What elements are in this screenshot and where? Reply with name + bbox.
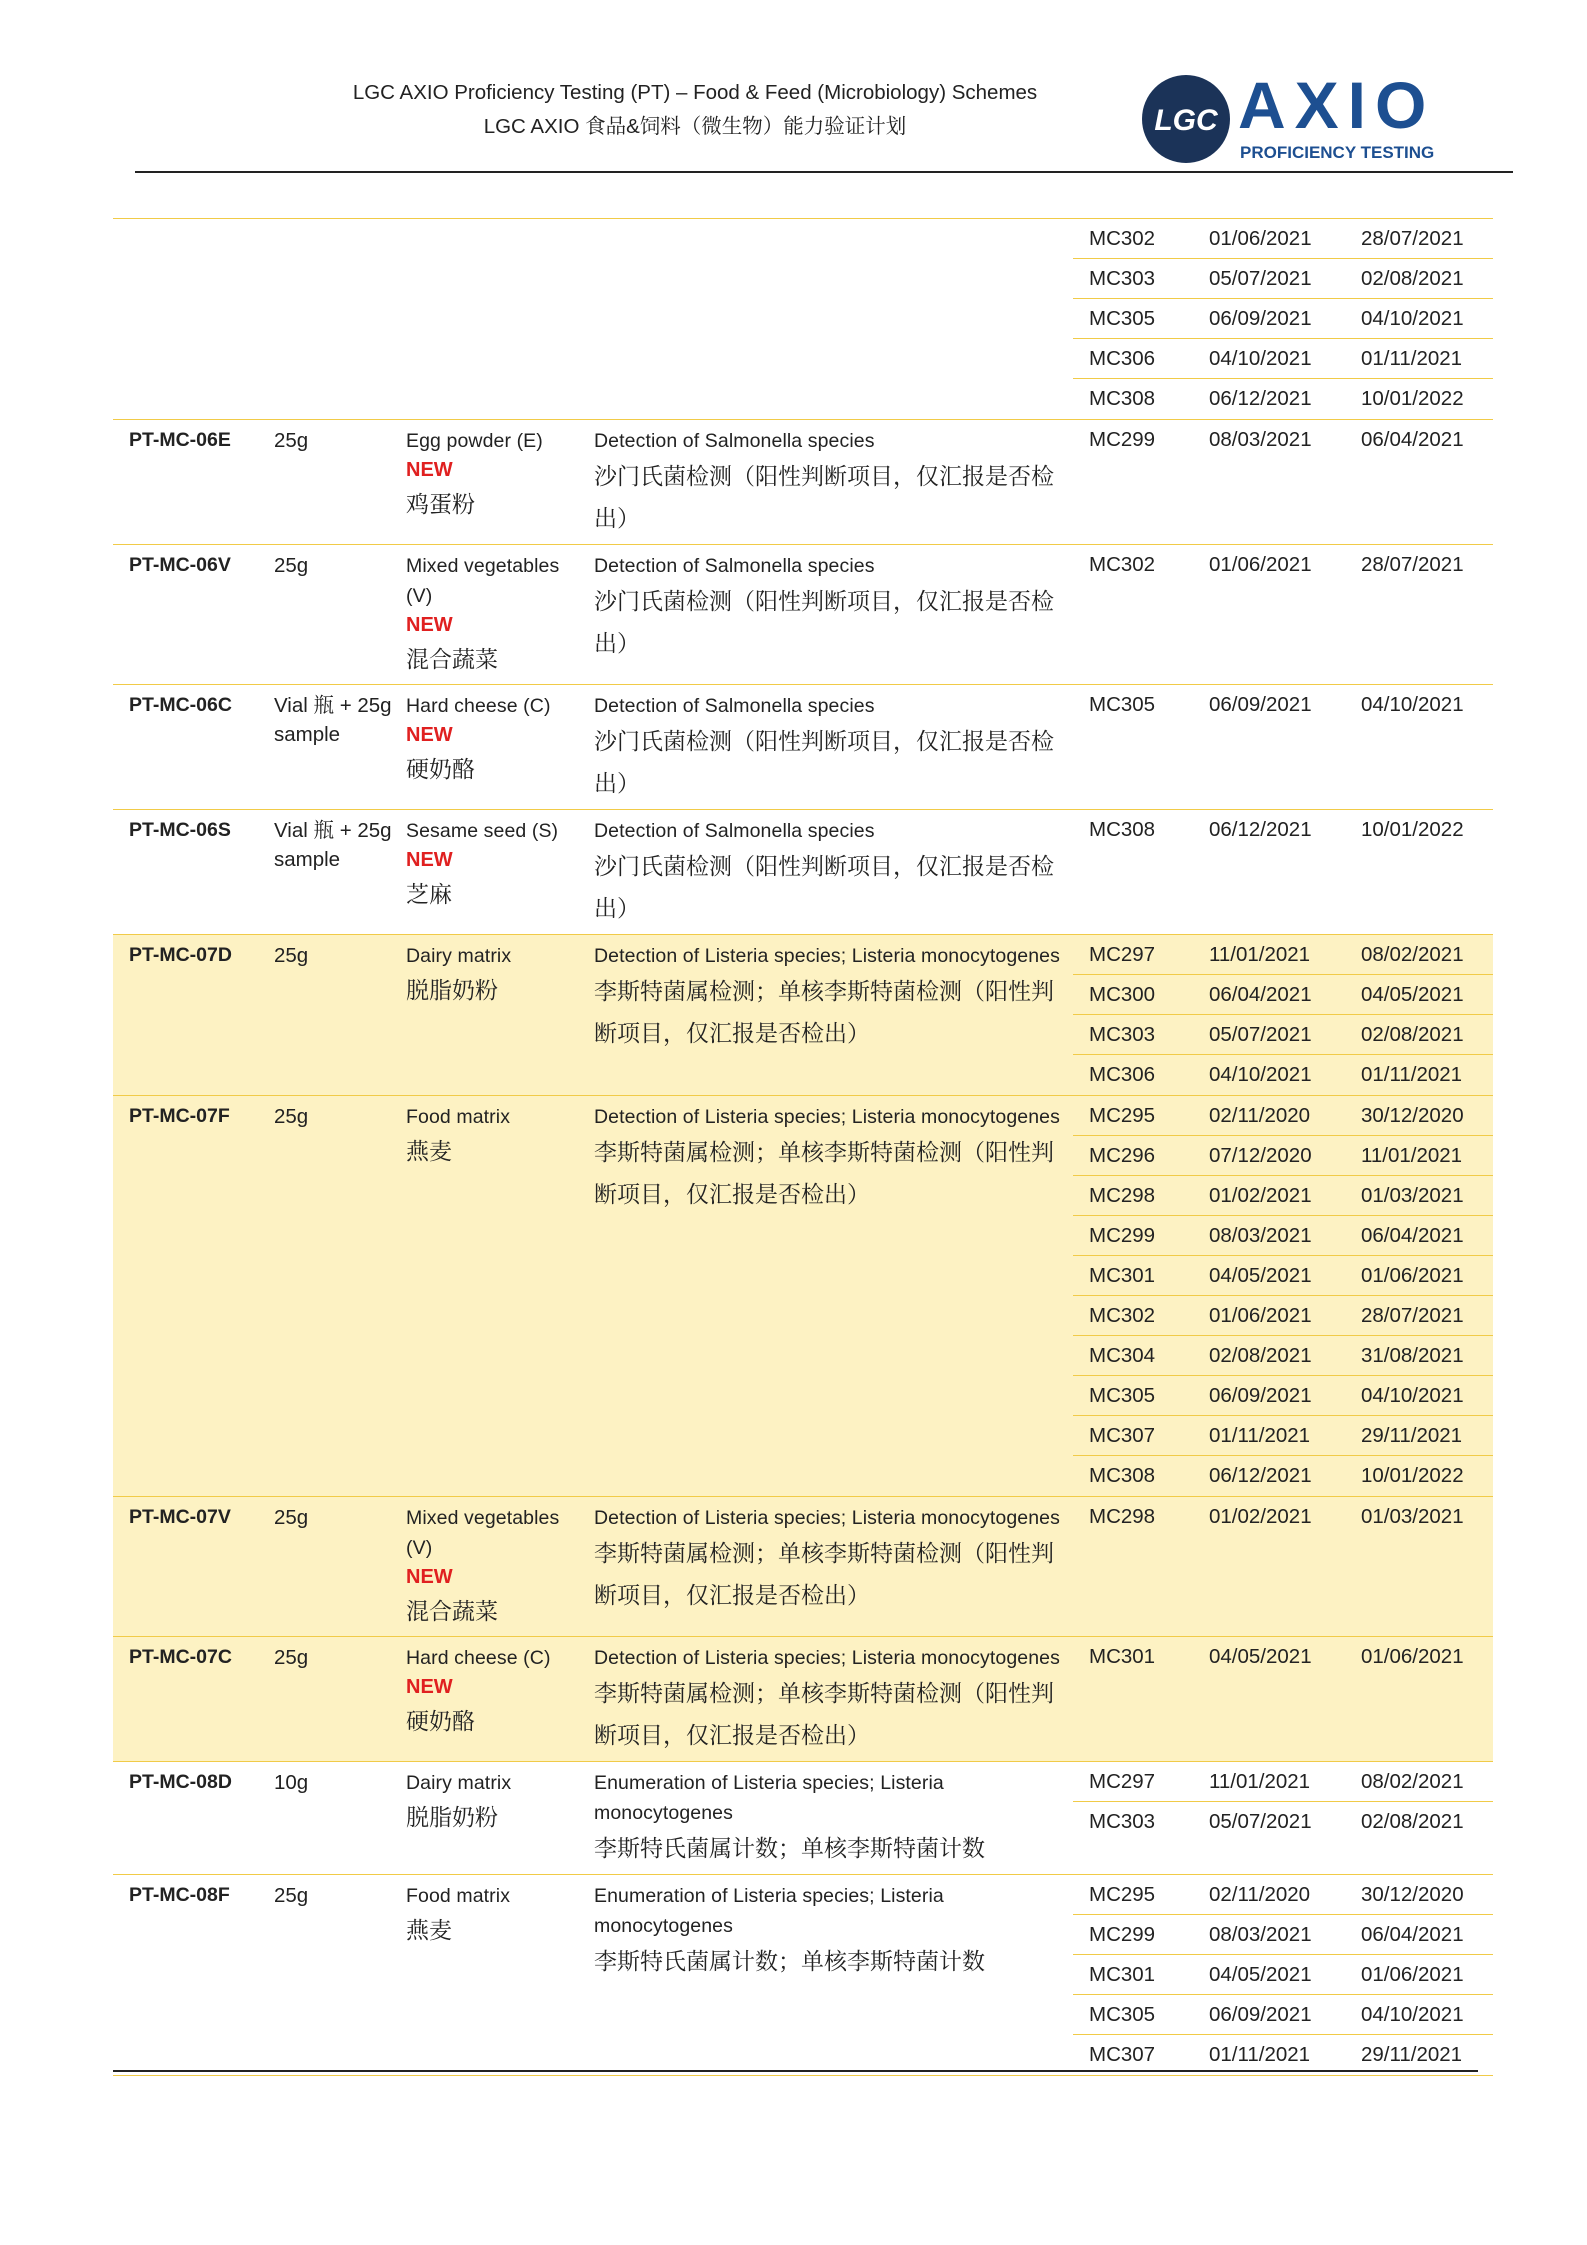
round-row — [1073, 1915, 1493, 1955]
lgc-axio-logo — [1140, 72, 1480, 167]
parameter-en: Detection of Listeria species; Listeria monocytogenes — [594, 1507, 1060, 1529]
sample-weight: Vial 瓶 + 25g sample — [274, 819, 392, 871]
new-badge: NEW — [406, 724, 453, 746]
matrix-en: Hard cheese (C) — [406, 1647, 551, 1669]
dispatch-date: 06/09/2021 — [1209, 693, 1312, 716]
dispatch-date: 04/10/2021 — [1209, 1063, 1312, 1086]
dispatch-date: 02/11/2020 — [1209, 1103, 1311, 1127]
round-id: MC308 — [1089, 818, 1156, 841]
round-row — [1073, 1995, 1493, 2035]
matrix-zh: 脱脂奶粉 — [406, 978, 498, 1004]
dispatch-date: 04/05/2021 — [1209, 1645, 1312, 1668]
scheme-code: PT-MC-07C — [129, 1646, 232, 1668]
round-row — [1073, 1456, 1493, 1496]
rounds-cell — [1073, 935, 1493, 1095]
scheme-code — [113, 219, 263, 419]
report-date: 06/04/2021 — [1361, 1223, 1464, 1247]
sample-weight — [263, 219, 395, 419]
table-row — [113, 1096, 1493, 1497]
dispatch-date: 01/06/2021 — [1209, 226, 1312, 250]
parameter-cell — [583, 1497, 1073, 1636]
round-row — [1073, 1416, 1493, 1456]
matrix-zh: 芝麻 — [406, 882, 452, 908]
round-row — [1073, 1955, 1493, 1995]
parameter-cell — [583, 1875, 1073, 2075]
report-date: 04/10/2021 — [1361, 2002, 1464, 2026]
dispatch-date: 08/03/2021 — [1209, 428, 1312, 451]
parameter-zh: 沙门氏菌检测（阳性判断项目，仅汇报是否检出） — [594, 464, 1054, 532]
sample-weight: 25g — [274, 554, 309, 577]
report-date: 10/01/2022 — [1361, 387, 1464, 410]
report-date: 28/07/2021 — [1361, 1303, 1464, 1327]
matrix-cell — [395, 935, 583, 1095]
parameter-en: Detection of Salmonella species — [594, 430, 875, 452]
matrix-cell — [395, 545, 583, 684]
rounds-cell — [1073, 685, 1493, 809]
round-id: MC298 — [1089, 1183, 1156, 1207]
footer-divider — [113, 2070, 1478, 2072]
parameter-en: Enumeration of Listeria species; Listeria monocytogenes — [594, 1772, 944, 1824]
header-divider — [135, 171, 1513, 173]
round-row — [1073, 420, 1493, 460]
dispatch-date: 04/05/2021 — [1209, 1263, 1312, 1287]
table-row — [113, 935, 1493, 1096]
round-row — [1073, 545, 1493, 585]
table-row — [113, 1637, 1493, 1762]
round-row — [1073, 1176, 1493, 1216]
report-date: 08/02/2021 — [1361, 1769, 1464, 1793]
report-date: 11/01/2021 — [1361, 1143, 1463, 1167]
dispatch-date: 06/12/2021 — [1209, 387, 1312, 410]
round-id: MC305 — [1089, 1383, 1156, 1407]
round-id: MC297 — [1089, 1769, 1156, 1793]
report-date: 10/01/2022 — [1361, 818, 1464, 841]
scheme-code: PT-MC-08D — [129, 1771, 232, 1793]
dispatch-date: 01/11/2021 — [1209, 1423, 1311, 1447]
round-row — [1073, 379, 1493, 419]
sample-weight: 25g — [274, 1646, 309, 1669]
round-id: MC306 — [1089, 1063, 1156, 1086]
report-date: 01/03/2021 — [1361, 1505, 1464, 1528]
round-row — [1073, 1875, 1493, 1915]
parameter-en: Detection of Listeria species; Listeria monocytogenes — [594, 1647, 1060, 1669]
rounds-cell — [1073, 420, 1493, 544]
round-id: MC296 — [1089, 1143, 1156, 1167]
report-date: 01/06/2021 — [1361, 1263, 1464, 1287]
report-date: 04/10/2021 — [1361, 1383, 1464, 1407]
round-id: MC298 — [1089, 1505, 1156, 1528]
round-row — [1073, 339, 1493, 379]
matrix-zh: 混合蔬菜 — [406, 647, 498, 673]
report-date: 01/11/2021 — [1361, 346, 1463, 370]
scheme-code: PT-MC-06S — [129, 819, 231, 841]
rounds-cell — [1073, 1637, 1493, 1761]
dispatch-date: 01/11/2021 — [1209, 2043, 1311, 2066]
header-title — [300, 76, 1090, 144]
logo-subtitle: PROFICIENCY TESTING — [1240, 143, 1435, 162]
dispatch-date: 04/10/2021 — [1209, 346, 1312, 370]
round-row — [1073, 935, 1493, 975]
logo-word: AXIO — [1238, 72, 1436, 142]
dispatch-date: 06/09/2021 — [1209, 306, 1312, 330]
parameter-en: Enumeration of Listeria species; Listeria monocytogenes — [594, 1885, 944, 1937]
report-date: 06/04/2021 — [1361, 428, 1464, 451]
rounds-cell — [1073, 545, 1493, 684]
table-row — [113, 1875, 1493, 2076]
matrix-en: Hard cheese (C) — [406, 695, 551, 717]
matrix-en: Mixed vegetables (V) — [406, 555, 560, 607]
matrix-zh: 硬奶酪 — [406, 1709, 475, 1735]
dispatch-date: 11/01/2021 — [1209, 1769, 1311, 1793]
round-row — [1073, 1802, 1493, 1842]
table-row — [113, 1762, 1493, 1875]
parameter-cell — [583, 685, 1073, 809]
matrix-zh: 鸡蛋粉 — [406, 492, 475, 518]
scheme-code: PT-MC-07V — [129, 1506, 231, 1528]
new-badge: NEW — [406, 459, 453, 481]
round-id: MC295 — [1089, 1882, 1156, 1906]
round-id: MC305 — [1089, 693, 1156, 716]
round-id: MC299 — [1089, 1922, 1156, 1946]
round-row — [1073, 1497, 1493, 1537]
round-id: MC301 — [1089, 1645, 1156, 1668]
round-row — [1073, 1637, 1493, 1677]
parameter-cell — [583, 1096, 1073, 1496]
dispatch-date: 02/08/2021 — [1209, 1343, 1312, 1367]
dispatch-date: 11/01/2021 — [1209, 942, 1311, 966]
parameter-zh: 李斯特氏菌属计数；单核李斯特菌计数 — [594, 1949, 985, 1975]
parameter-en: Detection of Salmonella species — [594, 820, 875, 842]
round-id: MC307 — [1089, 2043, 1156, 2066]
dispatch-date: 06/12/2021 — [1209, 1464, 1312, 1487]
matrix-cell — [395, 810, 583, 934]
round-row — [1073, 810, 1493, 850]
matrix-en: Dairy matrix — [406, 1772, 512, 1794]
rounds-cell — [1073, 1875, 1493, 2075]
matrix-zh: 燕麦 — [406, 1139, 452, 1165]
sample-weight: Vial 瓶 + 25g sample — [274, 694, 392, 746]
report-date: 08/02/2021 — [1361, 942, 1464, 966]
report-date: 04/10/2021 — [1361, 306, 1464, 330]
report-date: 06/04/2021 — [1361, 1922, 1464, 1946]
round-row — [1073, 259, 1493, 299]
report-date: 28/07/2021 — [1361, 553, 1464, 576]
matrix-cell — [395, 1875, 583, 2075]
parameter-cell — [583, 1762, 1073, 1874]
scheme-code: PT-MC-07F — [129, 1105, 230, 1127]
dispatch-date: 07/12/2020 — [1209, 1143, 1312, 1167]
parameter-zh: 李斯特菌属检测；单核李斯特菌检测（阳性判断项目，仅汇报是否检出） — [594, 1541, 1054, 1609]
report-date: 02/08/2021 — [1361, 1022, 1464, 1046]
rounds-cell — [1073, 1096, 1493, 1496]
round-row — [1073, 975, 1493, 1015]
report-date: 01/06/2021 — [1361, 1645, 1464, 1668]
round-id: MC302 — [1089, 553, 1156, 576]
round-id: MC303 — [1089, 266, 1156, 290]
report-date: 31/08/2021 — [1361, 1343, 1464, 1367]
parameter-cell — [583, 810, 1073, 934]
matrix-en: Egg powder (E) — [406, 430, 543, 452]
dispatch-date: 08/03/2021 — [1209, 1223, 1312, 1247]
sample-weight: 25g — [274, 429, 309, 452]
parameter-cell — [583, 545, 1073, 684]
header-title-zh: LGC AXIO 食品&饲料（微生物）能力验证计划 — [483, 115, 907, 138]
round-row — [1073, 1256, 1493, 1296]
round-id: MC306 — [1089, 346, 1156, 370]
round-row — [1073, 299, 1493, 339]
new-badge: NEW — [406, 1566, 453, 1588]
parameter-zh: 李斯特氏菌属计数；单核李斯特菌计数 — [594, 1836, 985, 1862]
round-id: MC301 — [1089, 1962, 1156, 1986]
parameter-en: Detection of Listeria species; Listeria monocytogenes — [594, 1106, 1060, 1128]
scheme-code: PT-MC-06V — [129, 554, 231, 576]
matrix-cell — [395, 219, 583, 419]
dispatch-date: 05/07/2021 — [1209, 266, 1312, 290]
matrix-en: Dairy matrix — [406, 945, 512, 967]
rounds-cell — [1073, 1762, 1493, 1874]
round-id: MC304 — [1089, 1343, 1156, 1367]
report-date: 01/03/2021 — [1361, 1183, 1464, 1207]
report-date: 02/08/2021 — [1361, 266, 1464, 290]
matrix-zh: 混合蔬菜 — [406, 1599, 498, 1625]
parameter-zh: 沙门氏菌检测（阳性判断项目，仅汇报是否检出） — [594, 729, 1054, 797]
round-id: MC308 — [1089, 387, 1156, 410]
round-id: MC305 — [1089, 2002, 1156, 2026]
report-date: 28/07/2021 — [1361, 226, 1464, 250]
sample-weight: 10g — [274, 1771, 309, 1794]
parameter-zh: 沙门氏菌检测（阳性判断项目，仅汇报是否检出） — [594, 854, 1054, 922]
parameter-zh: 沙门氏菌检测（阳性判断项目，仅汇报是否检出） — [594, 589, 1054, 657]
round-id: MC302 — [1089, 226, 1156, 250]
parameter-en: Detection of Salmonella species — [594, 555, 875, 577]
dispatch-date: 06/04/2021 — [1209, 982, 1312, 1006]
report-date: 04/05/2021 — [1361, 982, 1464, 1006]
round-row — [1073, 219, 1493, 259]
round-id: MC303 — [1089, 1022, 1156, 1046]
matrix-cell — [395, 1497, 583, 1636]
round-row — [1073, 1216, 1493, 1256]
matrix-cell — [395, 1762, 583, 1874]
round-row — [1073, 685, 1493, 725]
dispatch-date: 02/11/2020 — [1209, 1882, 1311, 1906]
dispatch-date: 01/02/2021 — [1209, 1505, 1312, 1528]
matrix-cell — [395, 1096, 583, 1496]
report-date: 02/08/2021 — [1361, 1810, 1464, 1833]
scheme-code: PT-MC-07D — [129, 944, 232, 966]
parameter-cell — [583, 935, 1073, 1095]
matrix-en: Food matrix — [406, 1885, 511, 1907]
matrix-zh: 燕麦 — [406, 1918, 452, 1944]
scheme-code: PT-MC-06E — [129, 429, 231, 451]
dispatch-date: 04/05/2021 — [1209, 1962, 1312, 1986]
table-row — [113, 685, 1493, 810]
round-id: MC297 — [1089, 942, 1156, 966]
round-row — [1073, 1336, 1493, 1376]
report-date: 30/12/2020 — [1361, 1103, 1464, 1127]
dispatch-date: 01/06/2021 — [1209, 1303, 1312, 1327]
new-badge: NEW — [406, 849, 453, 871]
round-id: MC308 — [1089, 1464, 1156, 1487]
page-header — [0, 0, 1587, 175]
logo-circle-text: LGC — [1154, 104, 1218, 137]
round-row — [1073, 1096, 1493, 1136]
report-date: 10/01/2022 — [1361, 1464, 1464, 1487]
sample-weight: 25g — [274, 1105, 309, 1128]
matrix-zh: 脱脂奶粉 — [406, 1805, 498, 1831]
dispatch-date: 01/06/2021 — [1209, 553, 1312, 576]
dispatch-date: 06/12/2021 — [1209, 818, 1312, 841]
header-title-en: LGC AXIO Proficiency Testing (PT) – Food & Feed (Microbiology) Schemes — [352, 81, 1038, 104]
parameter-cell — [583, 420, 1073, 544]
round-id: MC301 — [1089, 1263, 1156, 1287]
parameter-en: Detection of Salmonella species — [594, 695, 875, 717]
table-row — [113, 810, 1493, 935]
report-date: 30/12/2020 — [1361, 1882, 1464, 1906]
dispatch-date: 06/09/2021 — [1209, 2002, 1312, 2026]
parameter-zh: 李斯特菌属检测；单核李斯特菌检测（阳性判断项目，仅汇报是否检出） — [594, 979, 1054, 1047]
dispatch-date: 08/03/2021 — [1209, 1922, 1312, 1946]
round-row — [1073, 2035, 1493, 2075]
dispatch-date: 05/07/2021 — [1209, 1022, 1312, 1046]
parameter-zh: 李斯特菌属检测；单核李斯特菌检测（阳性判断项目，仅汇报是否检出） — [594, 1140, 1054, 1208]
sample-weight: 25g — [274, 1884, 309, 1907]
matrix-cell — [395, 685, 583, 809]
report-date: 29/11/2021 — [1361, 1423, 1463, 1447]
round-id: MC305 — [1089, 306, 1156, 330]
rounds-cell — [1073, 810, 1493, 934]
report-date: 29/11/2021 — [1361, 2043, 1463, 2066]
round-id: MC299 — [1089, 428, 1156, 451]
round-row — [1073, 1136, 1493, 1176]
report-date: 01/06/2021 — [1361, 1962, 1464, 1986]
rounds-cell — [1073, 219, 1493, 419]
table-row — [113, 420, 1493, 545]
round-id: MC307 — [1089, 1423, 1156, 1447]
dispatch-date: 06/09/2021 — [1209, 1383, 1312, 1407]
table-row — [113, 219, 1493, 420]
round-row — [1073, 1376, 1493, 1416]
scheme-code: PT-MC-08F — [129, 1884, 230, 1906]
rounds-cell — [1073, 1497, 1493, 1636]
dispatch-date: 05/07/2021 — [1209, 1810, 1312, 1833]
round-row — [1073, 1055, 1493, 1095]
round-row — [1073, 1015, 1493, 1055]
table-row — [113, 1497, 1493, 1637]
round-id: MC303 — [1089, 1810, 1156, 1833]
round-id: MC300 — [1089, 982, 1156, 1006]
round-id: MC302 — [1089, 1303, 1156, 1327]
matrix-en: Sesame seed (S) — [406, 820, 559, 842]
matrix-zh: 硬奶酪 — [406, 757, 475, 783]
scheme-code: PT-MC-06C — [129, 694, 232, 716]
new-badge: NEW — [406, 614, 453, 636]
matrix-en: Food matrix — [406, 1106, 511, 1128]
dispatch-date: 01/02/2021 — [1209, 1183, 1312, 1207]
matrix-cell — [395, 1637, 583, 1761]
round-row — [1073, 1762, 1493, 1802]
round-id: MC299 — [1089, 1223, 1156, 1247]
sample-weight: 25g — [274, 944, 309, 967]
parameter-cell — [583, 219, 1073, 419]
matrix-en: Mixed vegetables (V) — [406, 1507, 560, 1559]
report-date: 04/10/2021 — [1361, 693, 1464, 716]
report-date: 01/11/2021 — [1361, 1063, 1463, 1086]
parameter-en: Detection of Listeria species; Listeria monocytogenes — [594, 945, 1060, 967]
parameter-cell — [583, 1637, 1073, 1761]
sample-weight: 25g — [274, 1506, 309, 1529]
table-row — [113, 545, 1493, 685]
round-id: MC295 — [1089, 1103, 1156, 1127]
new-badge: NEW — [406, 1676, 453, 1698]
matrix-cell — [395, 420, 583, 544]
schedule-table — [113, 218, 1493, 2076]
parameter-zh: 李斯特菌属检测；单核李斯特菌检测（阳性判断项目，仅汇报是否检出） — [594, 1681, 1054, 1749]
round-row — [1073, 1296, 1493, 1336]
